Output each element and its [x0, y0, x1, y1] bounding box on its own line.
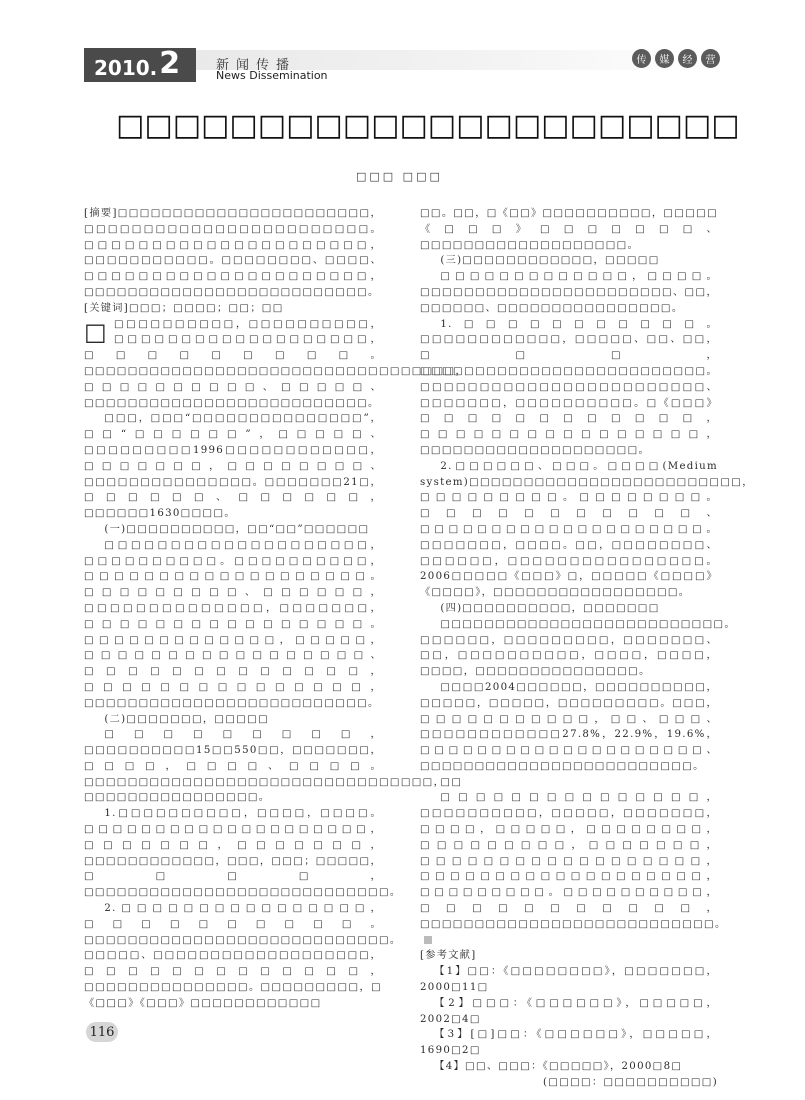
right-column	[420, 206, 754, 1091]
conclusion-text: □□□□□□□□□□□□□□□，□□□□□□□□□□，□□□□□，□□□□□□□，□□□□，□□□□□，□□□□□□□□，□□□□□□□□□，□□□□□□□，□□□□□□□□□□□□□□□□□□，□□□□□□□□□□□□□□□□□□□，□□□□□□□□□。□□□□□□□□□□，□□□□□□□□□□□，□□□□□□□□□□□□□□□□□□□□□□□□□□□。	[420, 792, 727, 930]
reference-item: 【2】□□□：《□□□□□□》，□□□□□，2002□4□	[420, 997, 718, 1025]
section-heading-2: (二)□□□□□□□，□□□□□	[104, 713, 270, 725]
section-heading-1: (一)□□□□□□□□□□，□□“□□”□□□□□□	[104, 523, 370, 535]
reference-item: 【1】□□：《□□□□□□□□》，□□□□□□□，2000□11□	[420, 966, 718, 994]
body-paragraph: 2.□□□□□□□□□□□□□□□□，□□□□□□□□□□。□□□□□□□□□□□□□□□□□□□□□□□□□□□□。□□□□□、□□□□□□□□□□□□□□□□□□□，□□□□□□□□□□□□□，□□□□□□□□□□□□□□□。□□□□□□□□□，□《□□□》《□□□》□□□□□□□□□□□□	[84, 903, 402, 1009]
body-paragraph: □□。□□，□《□□》□□□□□□□□□□，□□□□□《□□□》□□□□□□□、□□□□□□□□□□□□□□□□□□□。	[420, 208, 718, 251]
drop-cap: □	[84, 317, 108, 346]
body-paragraph: □□□□2004□□□□□□，□□□□□□□□□□，□□□□□，□□□□□，□□□□□□□□□。□□□，□□□□□□□□□□□，□□、□□□、□□□□□□□□□□□□27.8%，22.9%，19.6%，□□□□□□□□□□□□□□□□□□□□、□□□□□□□□□□□□□□□□□□□□□□□□□。	[420, 681, 718, 772]
section-heading-3: (三)□□□□□□□□□□□□，□□□□□	[440, 255, 660, 267]
intro-text: □□□□□□□□□□，□□□□□□□□□□，□□□□□□□□□□□□□□□□□□□，□□□□□□□□□。□□□□□□□□□□□□□□□□□□□□□□□□□□□□□□□□□□，□□□□□□□□□□、□□□□□、□□□□□□□□□□□□□□□□□□□□□□□□□□。	[84, 318, 467, 409]
body-paragraph: 1.□□□□□□□□□□□。□□□□□□□□□□□□，□□□□□、□□、□□，□□□，□□□□□□□□□□□□□□□□□□□□□□□□□□。□□□□□□□□□□□□□□□□□□□□□□□□、□□□□□□□，□□□□□□□□□□。□《□□□》□□□□□□□□□□□□，□□□□□□□□□□□□□□□□，□□□□□□□□□□□□□□□□□□□□。	[420, 318, 718, 456]
conclusion-heading: □□	[440, 776, 463, 788]
body-paragraph: □□□□□□□□□□□□□□□□□□□□□□□□□□。□□□□□□，□□□□□□□□□，□□□□□□□、□□，□□□□□□□□□□，□□□□，□□□□，□□□□，□□□□□□□□□□□□□□□。	[420, 618, 736, 678]
body-paragraph: □□□□□□□□□□□□□□□□□□□□，□□□□□□□□□□。□□□□□□□□□□，□□□□□□□□□□□□□□□□□□□。□□□□□□□□□、□□□□□□，□□□□□□□□□□□□□□，□□□□□□□，□□□□□□□□□□□□□□□□。□□□□□□□□□□□□□，□□□□□，□□□□□□□□□□□□□□□□□、□□□□□□□□□□□□□，□□□□□□□□□□□□□□□，□□□□□□□□□□□□□□□□□□□□□□□□□□。	[84, 539, 382, 709]
issue-badge	[84, 48, 196, 82]
section-heading-4: (四)□□□□□□□□□□，□□□□□□□	[440, 602, 660, 614]
author-note: (□□□□：□□□□□□□□□□)	[543, 1076, 718, 1088]
issue-year: 2010.	[94, 56, 158, 80]
intro-paragraph	[84, 317, 467, 412]
reference-item: 【4】□□、□□□：《□□□□□》，2000□8□	[434, 1061, 683, 1073]
references-heading: [参考文献]	[420, 950, 477, 962]
body-paragraph: □□□□□□□□□，□□□□□□□□□□15□□550□□，□□□□□□□，□□□□，□□□□、□□□□。□□□□□□□□□□□□□□□□□□□□□□□□□□□□□□□□，□□□□□□□□□□□□□□□□。	[84, 729, 446, 804]
article-title: □□□□□□□□□□□□□□□□□□□□□□	[116, 108, 740, 143]
reference-item: 【3】[□]□□：《□□□□□□》，□□□□□，1690□2□	[420, 1029, 718, 1057]
body-paragraph: 1.□□□□□□□□□□，□□□□，□□□□。□□□□□□□□□□□□□□□□□□□□，□□□□□□□，□□□□□□□，□□□□□□□□□□□□，□□□，□□□；□□□□□，□□□□，□□□□□□□□□□□□□□□□□□□□□□□□□□□□。	[84, 808, 402, 899]
end-mark	[424, 936, 432, 944]
journal-name-cn: 新闻传播	[216, 58, 297, 73]
issue-number: 2	[159, 46, 181, 81]
conclusion-paragraph	[420, 790, 727, 948]
section-char: 经	[678, 49, 697, 68]
keywords: [关键词]□□□；□□□□；□□；□□	[84, 302, 284, 314]
body-paragraph: □□□，□□□“□□□□□□□□□□□□□□□”，□□“□□□□□□”，□□□□□、□□□□□□□□□1996□□□□□□□□□□□□，□□□□□□□，□□□□□□□□、□□□□□□□□□□□□□□□。□□□□□□□21□，□□□□□□、□□□□□□，□□□□□□1630□□□□。	[84, 413, 382, 520]
running-header	[84, 48, 720, 82]
journal-name-en: News Dissemination	[216, 69, 328, 82]
page-number: 116	[86, 1022, 118, 1042]
abstract: [摘要]□□□□□□□□□□□□□□□□□□□□□□□，□□□□□□□□□□□□□□□□□□□□□□□□。□□□□□□□□□□□□□□□□□□□□□，□□□□□□□□□□□。□□□□□□□□、□□□□、□□□□□□□□□□□□□□□□□□□□□，□□□□□□□□□□□□□□□□□□□□□□□□□□。	[84, 208, 382, 298]
section-char: 营	[701, 49, 720, 68]
body-paragraph: 2.□□□□□□、□□□。□□□□(Medium system)□□□□□□□□□□□□□□□□□□□□□□□□□，□□□□□□□□□。□□□□□□□□。□□□□□□□□□□□、□□□□□□□□□□□□□□□□□□□□。□□□□□□□，□□□□。□□，□□□□□□□□、□□□□□□，□□□□□□□□□□□□□□□□。2006□□□□□《□□□》□，□□□□□《□□□□》《□□□□》，□□□□□□□□□□□□□□□□□。	[420, 460, 754, 599]
section-char: 媒	[655, 49, 674, 68]
article-authors: □□□ □□□	[356, 170, 443, 183]
section-char: 传	[632, 49, 651, 68]
body-paragraph: □□□□□□□□□□□□□，□□□□。□□□□□□□□□□□□□□□□□□□□□□□、□□，□□□□□□、□□□□□□□□□□□□□□□□。	[420, 271, 718, 314]
section-label	[632, 49, 720, 68]
